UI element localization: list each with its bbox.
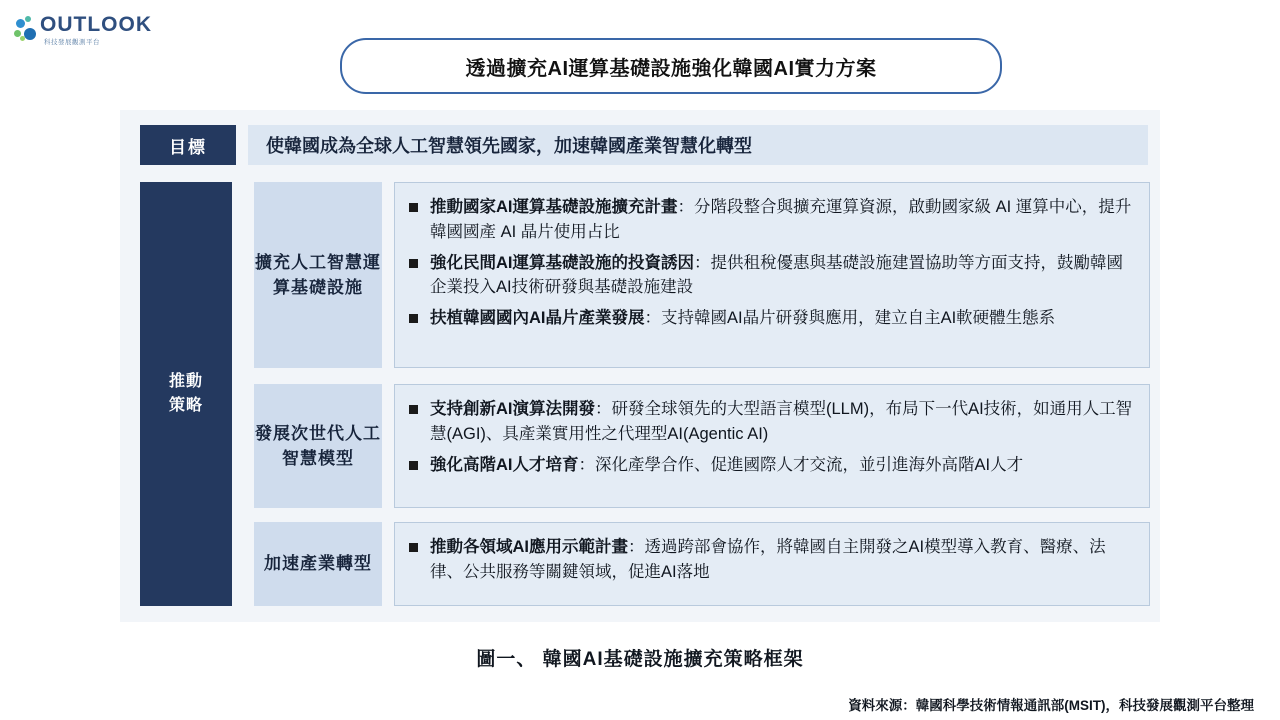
strategy-row-body: [394, 182, 1150, 368]
bullet-lead: 扶植韓國國內AI晶片產業發展: [430, 309, 645, 327]
bullet-square-icon: [409, 405, 418, 414]
logo-wordmark: OUTLOOK: [40, 13, 152, 36]
bullet-lead: 推動國家AI運算基礎設施擴充計畫: [430, 198, 678, 216]
goal-statement: [248, 125, 1148, 165]
bullet-lead: 強化民間AI運算基礎設施的投資誘因: [430, 253, 694, 272]
bullet-text: [430, 251, 1133, 301]
bullet-body: ：分階段整合與擴充運算資源，啟動國家級 AI 運算中心，提升韓國國產 AI 晶片使用占比: [430, 198, 1132, 241]
bullet-item: [409, 535, 1133, 585]
strategy-row-category: 擴充人工智慧運算基礎設施: [254, 182, 382, 368]
source-note: 資料來源：韓國科學技術情報通訊部(MSIT)，科技發展觀測平台整理: [848, 698, 1254, 713]
bullet-body: ：透過跨部會協作，將韓國自主開發之AI模型導入教育、醫療、法律、公共服務等關鍵領域，促進AI落地: [430, 538, 1106, 581]
logo-subtitle: 科技發展觀測平台: [44, 39, 100, 46]
bullet-item: [409, 397, 1133, 447]
goal-statement-text: 使韓國成為全球人工智慧領先國家，加速韓國產業智慧化轉型: [266, 136, 752, 156]
bullet-square-icon: [409, 203, 418, 212]
strategy-label: [140, 182, 232, 606]
strategy-row-category: 加速產業轉型: [254, 522, 382, 606]
bullet-body: ：研發全球領先的大型語言模型(LLM)，布局下一代AI技術，如通用人工智慧(AGI)、具產業實用性之代理型AI(Agentic AI): [430, 400, 1133, 443]
strategy-row-body: [394, 384, 1150, 508]
strategy-row-body: [394, 522, 1150, 606]
strategy-row-category: 發展次世代人工智慧模型: [254, 384, 382, 508]
bullet-text: [430, 306, 1055, 331]
bullet-item: [409, 306, 1133, 331]
bullet-square-icon: [409, 314, 418, 323]
bullet-square-icon: [409, 259, 418, 268]
bullet-item: [409, 195, 1133, 245]
bullet-text: [430, 453, 1023, 478]
brand-logo: [14, 12, 152, 52]
bullet-text: [430, 535, 1133, 585]
bullet-body: ：深化產學合作、促進國際人才交流，並引進海外高階AI人才: [578, 455, 1024, 474]
bullet-lead: 強化高階AI人才培育: [430, 455, 579, 474]
bullet-lead: 推動各領域AI應用示範計畫: [430, 538, 628, 556]
bullet-square-icon: [409, 461, 418, 470]
goal-label: 目標: [140, 125, 236, 165]
strategy-label-text: 推動 策略: [168, 373, 203, 414]
bullet-square-icon: [409, 543, 418, 552]
bullet-body: ：支持韓國AI晶片研發與應用，建立自主AI軟硬體生態系: [644, 309, 1056, 327]
bullet-text: [430, 397, 1133, 447]
bullet-lead: 支持創新AI演算法開發: [430, 400, 595, 418]
bullet-text: [430, 195, 1133, 245]
slide-title: [340, 38, 1002, 94]
bullet-body: ：提供租稅優惠與基礎設施建置協助等方面支持，鼓勵韓國企業投入AI技術研發與基礎設施建設: [430, 253, 1123, 297]
bullet-item: [409, 251, 1133, 301]
logo-mark-icon: [14, 16, 40, 42]
figure-caption: 圖一、 韓國AI基礎設施擴充策略框架: [476, 649, 804, 670]
slide-title-text: 透過擴充AI運算基礎設施強化韓國AI實力方案: [465, 57, 877, 80]
bullet-item: [409, 453, 1133, 478]
